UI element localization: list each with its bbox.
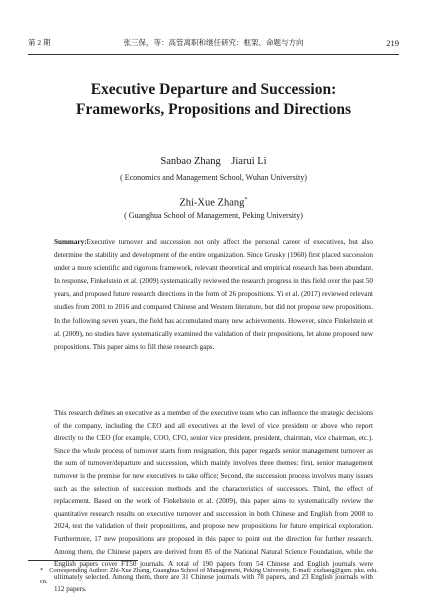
affiliation-2: ( Guanghua School of Management, Peking University) xyxy=(124,211,303,220)
footnote xyxy=(40,566,387,587)
paper-title xyxy=(28,80,399,120)
title-line-1: Executive Departure and Succession: xyxy=(90,81,337,98)
running-title: 张三保，等：高管离职和继任研究：框架、命题与方向 xyxy=(123,38,304,47)
header-rule xyxy=(28,54,399,55)
footnote-text: Corresponding Author: Zhi-Xue Zhang, Guanghua School of Management, Peking University, E-mail: zxzhang@gsm. pku. edu. cn. xyxy=(40,567,378,585)
running-header xyxy=(28,37,399,49)
body-paragraph: This research defines an executive as a member of the executive team who can influence the strategic decisions of the company, including the CEO and all executives at the level of vice president or above who report directly to the CEO (for example, COO, CFO, senior vice president, president, chairman, vice chairman, etc.). Since the whole process of turnover starts from resignation, this paper regards senior management turnover as the sum of turnover/departure and succession, which mainly involves three themes: first, senior management turnover is the premise for new executives to take office; Second, the succession process involves many issues such as the selection of succession methods and the characteristics of successors. Third, the effect of replacement. Based on the work of Finkelstein et al. (2009), this paper aims to systematically review the quantitative research results on executive turnover and succession in both Chinese and English from 2008 to 2024, test the validation of their propositions, and propose new propositions for future empirical exploration. Furthermore, 17 new propositions are proposed in this paper to point out the direction for further research. Among them, the Chinese papers are derived from 85 of the National Natural Science Foundation, while the English papers cover FT50 journals. A total of 190 papers from 54 Chinese and English journals were ultimately selected. Among them, there are 31 Chinese journals with 78 papers, and 23 English journals with 112 papers. xyxy=(54,409,373,594)
footnote-rule xyxy=(28,560,138,561)
page-number: 219 xyxy=(386,38,399,48)
corresponding-mark: * xyxy=(244,196,248,203)
authors-group-1: Sanbao Zhang Jiarui Li xyxy=(160,156,267,167)
author-name: Zhi-Xue Zhang xyxy=(179,197,245,209)
footnote-mark: * xyxy=(40,567,44,574)
title-line-2: Frameworks, Propositions and Directions xyxy=(76,101,351,118)
authors-group-2 xyxy=(28,193,399,211)
summary-paragraph xyxy=(54,236,373,354)
summary-label: Summary: xyxy=(54,238,87,246)
summary-text: Executive turnover and succession not only affect the personal career of executives, but also determine the stability and development of the entire organization. Since Grusky (1960) first placed succession under a more scientific and rigorous framework, relevant theoretical and empirical research has been abundant. In response, Finkelstein et al. (2009) systematically reviewed the research progress in this field over the past 50 years, and proposed future research directions in the form of 26 propositions. Yi et al. (2017) reviewed relevant studies from 2001 to 2016 and compared Chinese and Western literature, but did not propose new propositions. In the following seven years, the field has accumulated many new achievements. However, since Finkelstein et al. (2009), no studies have systematically examined the validation of their propositions, let alone proposed new propositions. This paper aims to fill these research gaps. xyxy=(54,238,373,351)
affiliation-1: ( Economics and Management School, Wuhan University) xyxy=(120,173,307,182)
issue-label: 第 2 期 xyxy=(28,38,51,47)
